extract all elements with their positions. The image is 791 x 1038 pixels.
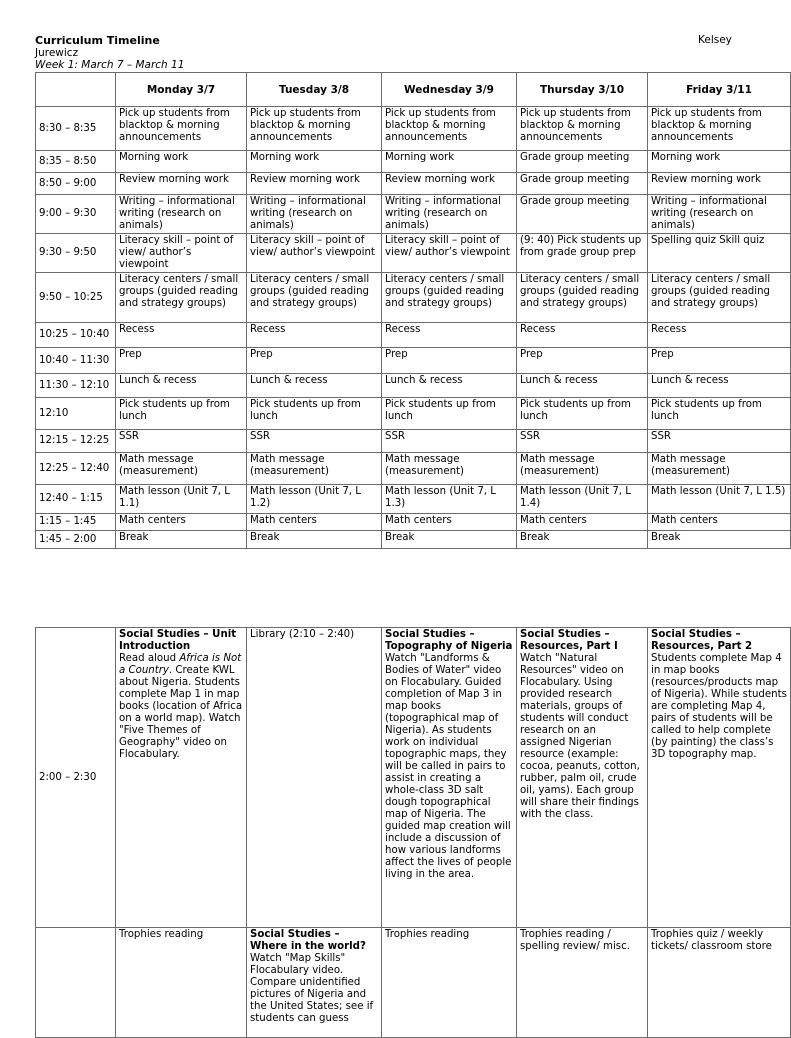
schedule-row [36, 485, 791, 514]
activity-cell: Math lesson (Unit 7, L 1.1) [116, 485, 247, 514]
activity-cell: Pick students up from lunch [247, 398, 382, 430]
activity-cell: Literacy skill – point of view/ author’s viewpoint [382, 234, 517, 273]
time-cell: 1:15 – 1:45 [36, 514, 116, 531]
time-cell: 2:00 – 2:30 [36, 628, 116, 928]
activity-cell: Recess [247, 323, 382, 348]
lesson-text: Trophies reading [119, 929, 204, 940]
lesson-text: Trophies reading [385, 929, 470, 940]
activity-cell: Math centers [517, 514, 648, 531]
lesson-text: Watch "Landforms & Bodies of Water" video on Flocabulary. Guided completion of Map 3 in map books (topographical map of Nigeria). As students work on individual topographic maps, they will be called in pairs to assist in creating a whole-class 3D salt dough topographical map of Nigeria. The guided map creation will include a discussion of how various landforms affect the lives of people living in the area. [385, 653, 512, 880]
lesson-description [385, 929, 469, 940]
activity-cell: Recess [648, 323, 791, 348]
activity-cell: Math message (measurement) [116, 453, 247, 485]
lesson-cell [247, 628, 382, 928]
day-header: Wednesday 3/9 [382, 73, 517, 107]
time-cell: 12:40 – 1:15 [36, 485, 116, 514]
activity-cell: Prep [382, 348, 517, 374]
lesson-description [250, 953, 373, 1024]
lesson-cell [648, 928, 791, 1038]
activity-cell: Literacy centers / small groups (guided reading and strategy groups) [116, 273, 247, 323]
activity-cell: Morning work [382, 151, 517, 173]
schedule-row [36, 430, 791, 453]
schedule-row [36, 273, 791, 323]
activity-cell: Review morning work [116, 173, 247, 195]
lesson-text: . Create KWL about Nigeria. Students complete Map 1 in map books (location of Africa on a world map). Watch "Five Themes of Geography" video on Flocabulary. [119, 665, 243, 760]
activity-cell: SSR [382, 430, 517, 453]
activity-cell: Review morning work [382, 173, 517, 195]
activity-cell: Math message (measurement) [517, 453, 648, 485]
lesson-cell [382, 928, 517, 1038]
activity-cell: Pick up students from blacktop & morning announcements [382, 107, 517, 151]
activity-cell: Math centers [116, 514, 247, 531]
time-cell: 12:15 – 12:25 [36, 430, 116, 453]
activity-cell: Math lesson (Unit 7, L 1.5) [648, 485, 791, 514]
activity-cell: Morning work [116, 151, 247, 173]
activity-cell: Math message (measurement) [648, 453, 791, 485]
activity-cell: Writing – informational writing (research on animals) [116, 195, 247, 234]
lesson-cell [517, 628, 648, 928]
activity-cell: SSR [648, 430, 791, 453]
lesson-text: Library (2:10 – 2:40) [250, 629, 355, 640]
schedule-row [36, 151, 791, 173]
activity-cell: Math lesson (Unit 7, L 1.4) [517, 485, 648, 514]
activity-cell: Break [116, 531, 247, 549]
activity-cell: Prep [116, 348, 247, 374]
author-name: Jurewicz [35, 47, 79, 59]
activity-cell: Break [382, 531, 517, 549]
activity-cell: Break [247, 531, 382, 549]
lesson-description [651, 929, 772, 952]
time-cell: 9:30 – 9:50 [36, 234, 116, 273]
schedule-row [36, 531, 791, 549]
activity-cell: SSR [116, 430, 247, 453]
activity-cell: Pick up students from blacktop & morning announcements [648, 107, 791, 151]
time-cell: 12:25 – 12:40 [36, 453, 116, 485]
activity-cell: Prep [648, 348, 791, 374]
lesson-text: Watch "Map Skills" Flocabulary video. Compare unidentified pictures of Nigeria and the United States; see if students can guess [250, 953, 374, 1024]
activity-cell: Pick students up from lunch [382, 398, 517, 430]
activity-cell: Math lesson (Unit 7, L 1.3) [382, 485, 517, 514]
activity-cell: Morning work [648, 151, 791, 173]
time-cell: 1:45 – 2:00 [36, 531, 116, 549]
activity-cell: Review morning work [247, 173, 382, 195]
lesson-cell [648, 628, 791, 928]
schedule-row [36, 514, 791, 531]
schedule-row [36, 195, 791, 234]
lesson-text: Trophies quiz / weekly tickets/ classroom store [651, 929, 772, 952]
activity-cell: Math message (measurement) [382, 453, 517, 485]
time-cell: 8:35 – 8:50 [36, 151, 116, 173]
activity-cell: Lunch & recess [382, 374, 517, 398]
activity-cell: Math centers [648, 514, 791, 531]
time-cell: 9:50 – 10:25 [36, 273, 116, 323]
activity-cell: Math centers [382, 514, 517, 531]
activity-cell: Recess [382, 323, 517, 348]
time-cell: 8:30 – 8:35 [36, 107, 116, 151]
activity-cell: Literacy centers / small groups (guided reading and strategy groups) [517, 273, 648, 323]
time-cell: 10:25 – 10:40 [36, 323, 116, 348]
activity-cell: Math centers [247, 514, 382, 531]
activity-cell: Grade group meeting [517, 173, 648, 195]
teacher-name: Kelsey [698, 34, 732, 46]
activity-cell: (9: 40) Pick students up from grade group prep [517, 234, 648, 273]
lesson-description [520, 653, 640, 820]
activity-cell: Break [517, 531, 648, 549]
lesson-title: Social Studies – Where in the world? [250, 929, 366, 952]
activity-cell: Prep [247, 348, 382, 374]
lesson-text: Students complete Map 4 in map books (resources/products map of Nigeria). While students are completing Map 4, pairs of students will be called to help complete (by painting) the class’s 3D topography map. [651, 653, 787, 760]
lesson-text: Trophies reading / spelling review/ misc. [520, 929, 630, 952]
activity-cell: Pick students up from lunch [648, 398, 791, 430]
activity-cell: Pick students up from lunch [517, 398, 648, 430]
activity-cell: Pick up students from blacktop & morning announcements [116, 107, 247, 151]
lesson-cell [116, 928, 247, 1038]
lesson-description [250, 629, 354, 640]
lesson-description [651, 653, 787, 760]
lesson-title: Social Studies – Topography of Nigeria [385, 629, 513, 652]
schedule-row [36, 374, 791, 398]
activity-cell: Lunch & recess [116, 374, 247, 398]
lesson-cell [382, 628, 517, 928]
activity-cell: Grade group meeting [517, 151, 648, 173]
activity-cell: Pick students up from lunch [116, 398, 247, 430]
document-title: Curriculum Timeline [35, 34, 160, 47]
day-header-row [36, 73, 791, 107]
activity-cell: Writing – informational writing (research on animals) [247, 195, 382, 234]
activity-cell: Grade group meeting [517, 195, 648, 234]
schedule-row [36, 234, 791, 273]
activity-cell: Recess [116, 323, 247, 348]
morning-schedule-table [35, 72, 791, 549]
activity-cell: Spelling quiz Skill quiz [648, 234, 791, 273]
activity-cell: SSR [247, 430, 382, 453]
lesson-description [119, 929, 203, 940]
lesson-title: Social Studies – Resources, Part 2 [651, 629, 753, 652]
day-header: Monday 3/7 [116, 73, 247, 107]
time-cell: 10:40 – 11:30 [36, 348, 116, 374]
day-header: Tuesday 3/8 [247, 73, 382, 107]
day-header: Friday 3/11 [648, 73, 791, 107]
lesson-title: Social Studies – Resources, Part I [520, 629, 618, 652]
time-cell: 12:10 [36, 398, 116, 430]
schedule-row [36, 107, 791, 151]
activity-cell: Literacy centers / small groups (guided reading and strategy groups) [648, 273, 791, 323]
time-cell: 9:00 – 9:30 [36, 195, 116, 234]
afternoon-row [36, 628, 791, 928]
lesson-cell [517, 928, 648, 1038]
book-title: Africa is Not a Country [119, 653, 242, 676]
activity-cell: Recess [517, 323, 648, 348]
activity-cell: Math message (measurement) [247, 453, 382, 485]
lesson-description [520, 929, 630, 952]
activity-cell: Prep [517, 348, 648, 374]
activity-cell: Pick up students from blacktop & morning announcements [247, 107, 382, 151]
schedule-row [36, 348, 791, 374]
lesson-cell [116, 628, 247, 928]
activity-cell: Pick up students from blacktop & morning announcements [517, 107, 648, 151]
afternoon-schedule-table [35, 627, 791, 1038]
activity-cell: Lunch & recess [247, 374, 382, 398]
activity-cell: Writing – informational writing (research on animals) [382, 195, 517, 234]
schedule-row [36, 398, 791, 430]
lesson-title: Social Studies – Unit Introduction [119, 629, 237, 652]
activity-cell: Lunch & recess [517, 374, 648, 398]
time-cell [36, 928, 116, 1038]
time-header-cell [36, 73, 116, 107]
lesson-text: Watch "Natural Resources" video on Flocabulary. Using provided research materials, groups of students will conduct research on an assigned Nigerian resource (example: cocoa, peanuts, cotton, rubber, palm oil, crude oil, yams). Each group will share their findings with the class. [520, 653, 640, 820]
activity-cell: Review morning work [648, 173, 791, 195]
schedule-row [36, 323, 791, 348]
time-cell: 11:30 – 12:10 [36, 374, 116, 398]
activity-cell: Literacy skill – point of view/ author’s viewpoint [247, 234, 382, 273]
activity-cell: SSR [517, 430, 648, 453]
activity-cell: Literacy centers / small groups (guided reading and strategy groups) [247, 273, 382, 323]
activity-cell: Break [648, 531, 791, 549]
activity-cell: Literacy skill – point of view/ author’s viewpoint [116, 234, 247, 273]
lesson-text: Read aloud [119, 653, 180, 664]
day-header: Thursday 3/10 [517, 73, 648, 107]
afternoon-row [36, 928, 791, 1038]
time-cell: 8:50 – 9:00 [36, 173, 116, 195]
lesson-description [119, 653, 242, 760]
activity-cell: Math lesson (Unit 7, L 1.2) [247, 485, 382, 514]
activity-cell: Morning work [247, 151, 382, 173]
week-range: Week 1: March 7 – March 11 [35, 59, 185, 71]
schedule-row [36, 453, 791, 485]
schedule-row [36, 173, 791, 195]
lesson-cell [247, 928, 382, 1038]
lesson-description [385, 653, 511, 880]
activity-cell: Literacy centers / small groups (guided reading and strategy groups) [382, 273, 517, 323]
activity-cell: Lunch & recess [648, 374, 791, 398]
activity-cell: Writing – informational writing (research on animals) [648, 195, 791, 234]
